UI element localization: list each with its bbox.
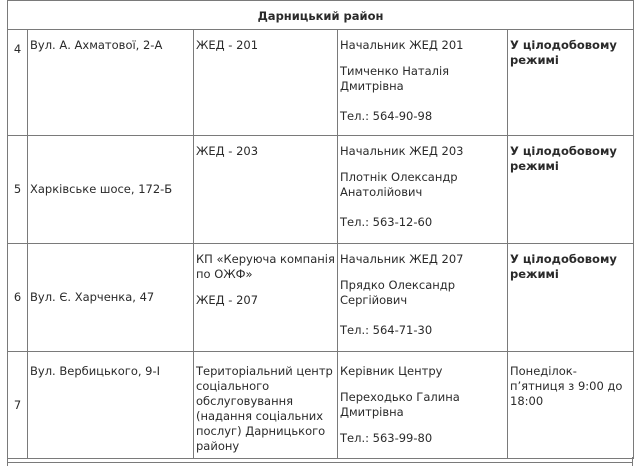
org-name: ЖЕД - 201 xyxy=(196,38,259,52)
org-name: ЖЕД - 203 xyxy=(196,144,259,158)
schedule-cell: Понеділок-п’ятниця з 9:00 до 18:00 xyxy=(508,352,634,459)
contact-phone: Тел.: 564-71-30 xyxy=(340,323,433,337)
schedule-cell: У цілодобовому режимі xyxy=(508,136,634,244)
border-top xyxy=(7,462,633,463)
org-cell xyxy=(194,30,338,136)
contact-position: Начальник ЖЕД 201 xyxy=(340,38,464,52)
contact-phone: Тел.: 564-90-98 xyxy=(340,109,433,123)
district-header-row xyxy=(8,1,634,30)
contact-name: Переходько Галина Дмитрівна xyxy=(340,390,460,419)
contact-cell xyxy=(338,30,508,136)
address-cell: Вул. А. Ахматової, 2-А xyxy=(28,30,194,136)
district-table-frame xyxy=(7,0,633,466)
next-row-border xyxy=(7,457,633,466)
org-cell xyxy=(194,352,338,459)
org-name: КП «Керуюча компанія по ОЖФ» xyxy=(196,252,335,281)
contact-cell xyxy=(338,136,508,244)
org-cell xyxy=(194,136,338,244)
contact-phone: Тел.: 563-12-60 xyxy=(340,215,433,229)
contact-phone: Тел.: 563-99-80 xyxy=(340,431,433,445)
row-number: 7 xyxy=(8,352,28,459)
address-cell: Вул. Вербицького, 9-І xyxy=(28,352,194,459)
table-row xyxy=(8,352,634,459)
contact-position: Керівник Центру xyxy=(340,364,443,378)
org-name: Територіальний центр соціального обслуговування (надання соціальних послуг) Дарницького району xyxy=(196,364,333,453)
contact-position: Начальник ЖЕД 203 xyxy=(340,144,464,158)
org-subunit: ЖЕД - 207 xyxy=(196,293,259,307)
schedule-cell: У цілодобовому режимі xyxy=(508,244,634,352)
table-row xyxy=(8,136,634,244)
row-number: 5 xyxy=(8,136,28,244)
contact-cell xyxy=(338,244,508,352)
address-cell: Харківське шосе, 172-Б xyxy=(28,136,194,244)
district-title: Дарницький район xyxy=(8,1,634,30)
border-right xyxy=(632,457,633,466)
row-number: 4 xyxy=(8,30,28,136)
table-row xyxy=(8,30,634,136)
address-cell: Вул. Є. Харченка, 47 xyxy=(28,244,194,352)
contacts-table xyxy=(7,0,634,459)
table-row xyxy=(8,244,634,352)
contact-name: Плотнік Олександр Анатолійович xyxy=(340,170,458,199)
row-number: 6 xyxy=(8,244,28,352)
contact-position: Начальник ЖЕД 207 xyxy=(340,252,464,266)
contact-cell xyxy=(338,352,508,459)
contact-name: Прядко Олександр Сергійович xyxy=(340,278,456,307)
org-cell xyxy=(194,244,338,352)
contact-name: Тимченко Наталія Дмитрівна xyxy=(340,64,450,93)
schedule-cell: У цілодобовому режимі xyxy=(508,30,634,136)
